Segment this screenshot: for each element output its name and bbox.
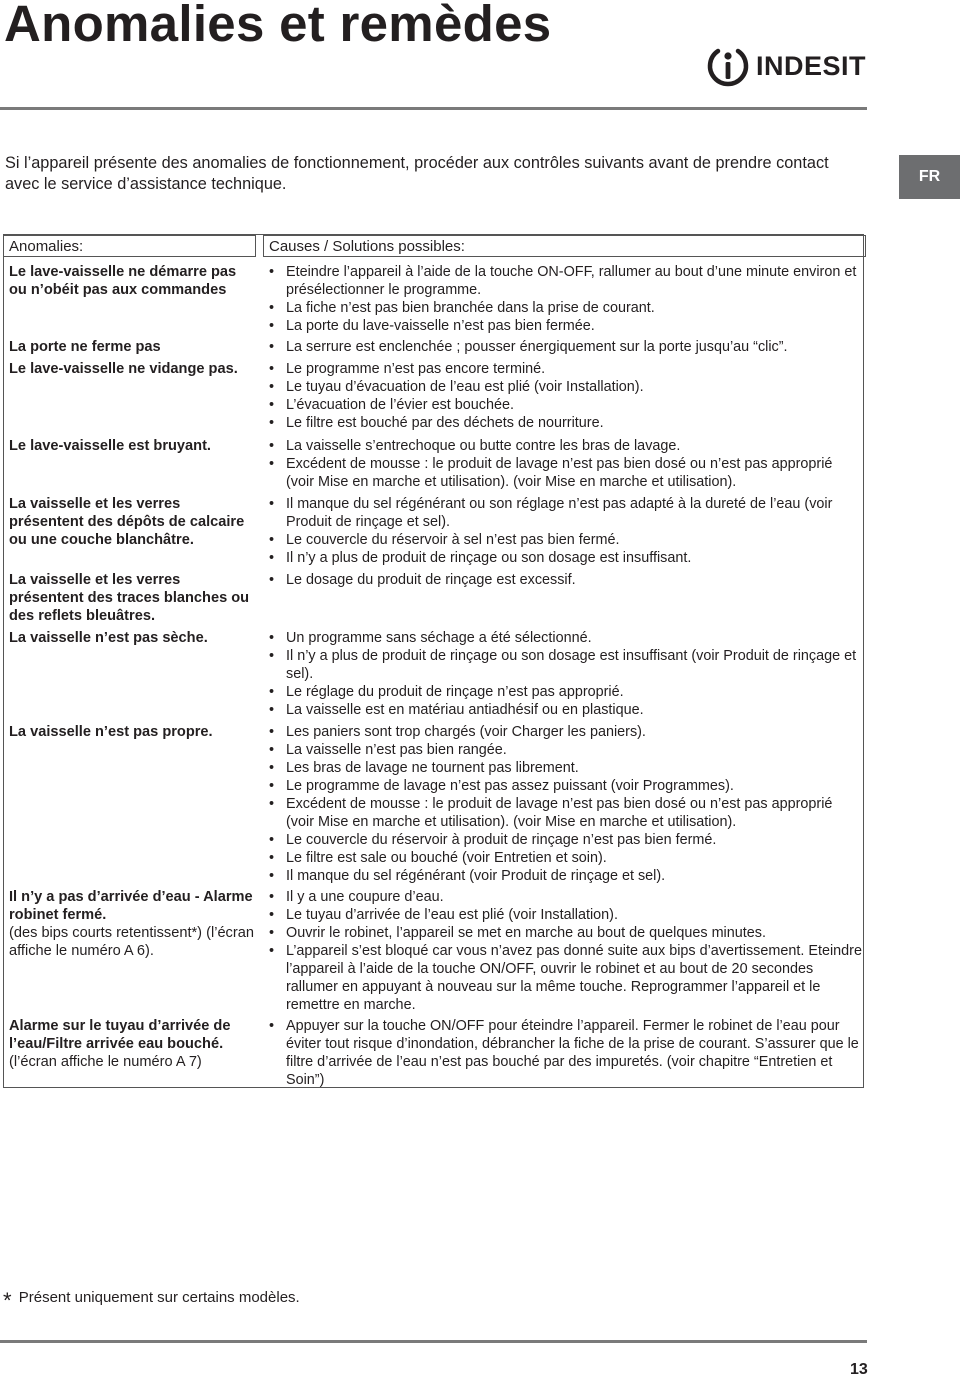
cause-item: • Il manque du sel régénérant ou son réglage n’est pas adapté à la dureté de l’eau (voir Produit de rinçage et sel). <box>266 495 864 531</box>
cause-item: • Le programme n’est pas encore terminé. <box>266 360 864 378</box>
cause-item: • L’appareil s’est bloqué car vous n’avez pas donné suite aux bips d’avertissement. Eteindre l’appareil à l’aide de la touche ON/OFF, ouvrir le robinet et au bout de 20 secondes rallumer en appuyant à nouveau sur la même touche. Reprogrammer l’appareil et le remettre en marche. <box>266 942 864 1014</box>
cause-item: • La serrure est enclenchée ; pousser énergiquement sur la porte jusqu’au “clic”. <box>266 338 864 356</box>
header-divider <box>0 107 867 110</box>
indesit-logo-icon <box>706 44 750 88</box>
causes-list <box>266 495 864 567</box>
causes-header: Causes / Solutions possibles: <box>263 235 866 257</box>
cause-item: • Le couvercle du réservoir à produit de rinçage n’est pas bien fermé. <box>266 831 864 849</box>
cause-item: • La porte du lave-vaisselle n’est pas bien fermée. <box>266 317 864 335</box>
cause-item: • Les bras de lavage ne tournent pas librement. <box>266 759 864 777</box>
cause-item: • Ouvrir le robinet, l’appareil se met en marche au bout de quelques minutes. <box>266 924 864 942</box>
cause-item: • Le programme de lavage n’est pas assez puissant (voir Programmes). <box>266 777 864 795</box>
footnote <box>3 1288 300 1314</box>
anomaly-text: La vaisselle et les verres présentent des traces blanches ou des reflets bleuâtres. <box>9 572 250 624</box>
footnote-text: Présent uniquement sur certains modèles. <box>18 1289 300 1306</box>
causes-list <box>266 723 864 885</box>
cause-item: • La vaisselle s’entrechoque ou butte contre les bras de lavage. <box>266 437 864 455</box>
anomaly-text: Alarme sur le tuyau d’arrivée de l’eau/Filtre arrivée eau bouché. (l’écran affiche le numéro A 7) <box>9 1018 231 1070</box>
page-title: Anomalies et remèdes <box>4 0 552 52</box>
causes-list <box>266 437 864 491</box>
causes-list <box>266 338 864 356</box>
cause-item: • La fiche n’est pas bien branchée dans la prise de courant. <box>266 299 864 317</box>
intro-paragraph: Si l’appareil présente des anomalies de fonctionnement, procéder aux contrôles suivants avant de prendre contact avec le service d’assistance technique. <box>5 154 829 193</box>
cause-item: • Le réglage du produit de rinçage n’est pas approprié. <box>266 683 864 701</box>
causes-list <box>266 263 864 335</box>
language-tab: FR <box>899 155 960 199</box>
anomaly-text: Le lave-vaisselle ne démarre pas ou n’obéit pas aux commandes <box>9 264 237 298</box>
cause-item: • Il n’y a plus de produit de rinçage ou son dosage est insuffisant. <box>266 549 864 567</box>
cause-item: • Le tuyau d’évacuation de l’eau est plié (voir Installation). <box>266 378 864 396</box>
cause-item: • Il n’y a plus de produit de rinçage ou son dosage est insuffisant (voir Produit de rinçage et sel). <box>266 647 864 683</box>
causes-list <box>266 571 864 589</box>
cause-item: • Le filtre est sale ou bouché (voir Entretien et soin). <box>266 849 864 867</box>
cause-item: • Excédent de mousse : le produit de lavage n’est pas bien dosé ou n’est pas approprié (voir Mise en marche et utilisation). (voir Mise en marche et utilisation). <box>266 795 864 831</box>
anomaly-text: La vaisselle et les verres présentent des dépôts de calcaire ou une couche blanchâtre. <box>9 496 245 548</box>
troubleshooting-table <box>3 234 864 1088</box>
page-number: 13 <box>850 1361 868 1378</box>
cause-item: • Eteindre l’appareil à l’aide de la touche ON-OFF, rallumer au bout d’une minute environ et présélectionner le programme. <box>266 263 864 299</box>
brand-logo <box>706 44 866 88</box>
anomaly-note: (des bips courts retentissent*) (l’écran affiche le numéro A 6). <box>9 925 254 959</box>
footer-divider <box>0 1340 867 1343</box>
anomaly-text: La vaisselle n’est pas sèche. <box>9 630 208 646</box>
cause-item: • Excédent de mousse : le produit de lavage n’est pas bien dosé ou n’est pas approprié (voir Mise en marche et utilisation). (voir Mise en marche et utilisation). <box>266 455 864 491</box>
cause-item: • La vaisselle n’est pas bien rangée. <box>266 741 864 759</box>
footnote-mark: * <box>3 1288 12 1313</box>
cause-item: • Le tuyau d’arrivée de l’eau est plié (voir Installation). <box>266 906 864 924</box>
cause-item: • Les paniers sont trop chargés (voir Charger les paniers). <box>266 723 864 741</box>
cause-item: • Le filtre est bouché par des déchets de nourriture. <box>266 414 864 432</box>
cause-item: • Un programme sans séchage a été sélectionné. <box>266 629 864 647</box>
causes-list <box>266 360 864 432</box>
cause-item: • La vaisselle est en matériau antiadhésif ou en plastique. <box>266 701 864 719</box>
causes-list <box>266 888 864 1014</box>
cause-item: • Le couvercle du réservoir à sel n’est pas bien fermé. <box>266 531 864 549</box>
cause-item: • Il y a une coupure d’eau. <box>266 888 864 906</box>
anomaly-text: La vaisselle n’est pas propre. <box>9 724 213 740</box>
causes-list <box>266 629 864 719</box>
anomaly-text: Le lave-vaisselle ne vidange pas. <box>9 361 238 377</box>
causes-list <box>266 1017 864 1089</box>
anomaly-text: Le lave-vaisselle est bruyant. <box>9 438 211 454</box>
anomaly-text: Il n’y a pas d’arrivée d’eau - Alarme robinet fermé. (des bips courts retentissent*) (l’écran affiche le numéro A 6). <box>9 889 254 959</box>
anomaly-text: La porte ne ferme pas <box>9 339 161 355</box>
anomalies-header: Anomalies: <box>3 235 256 257</box>
cause-item: • Il manque du sel régénérant (voir Produit de rinçage et sel). <box>266 867 864 885</box>
brand-name: INDESIT <box>756 50 867 81</box>
cause-item: • Le dosage du produit de rinçage est excessif. <box>266 571 864 589</box>
anomaly-note: (l’écran affiche le numéro A 7) <box>9 1054 202 1070</box>
cause-item: • Appuyer sur la touche ON/OFF pour éteindre l’appareil. Fermer le robinet de l’eau pour éviter tout risque d’inondation, débrancher la fiche de la prise de courant. S’assurer que le filtre d’arrivée de l’eau n’est pas bouché par des impuretés. (voir chapitre “Entretien et Soin”) <box>266 1017 864 1089</box>
cause-item: • L’évacuation de l’évier est bouchée. <box>266 396 864 414</box>
